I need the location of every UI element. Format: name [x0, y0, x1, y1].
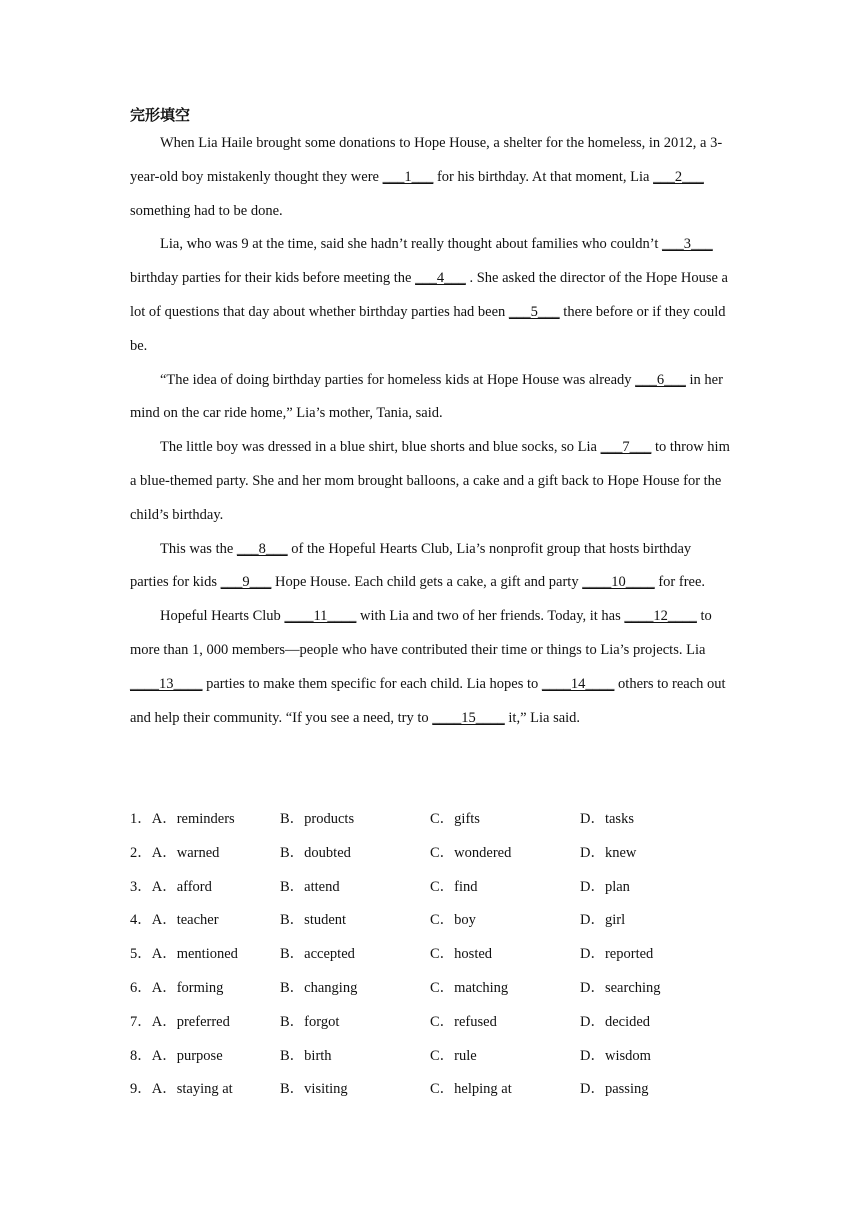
passage-text: “The idea of doing birthday parties for homeless kids at Hope House was already: [160, 371, 636, 388]
passage-text: for free.: [654, 574, 706, 591]
passage-paragraph: [130, 127, 730, 228]
answer-blank: ____12____: [624, 608, 697, 625]
passage-text: Hope House. Each child gets a cake, a gift and party: [271, 574, 583, 591]
answer-blank: ___6___: [635, 371, 686, 388]
question-row: [130, 871, 770, 905]
option-d: D．tasks: [580, 811, 634, 827]
cloze-passage: [130, 127, 730, 735]
option-a: 9．A．staying at: [130, 1081, 233, 1098]
passage-text: The little boy was dressed in a blue shirt, blue shorts and blue socks, so Lia: [160, 439, 601, 456]
passage-text: others to reach out and help their community. “If you see a need, try to: [130, 675, 726, 726]
option-d: D．passing: [580, 1081, 649, 1098]
passage-text: . She asked the director of the Hope House a lot of questions that day about whether birthday parties had been: [130, 270, 728, 320]
option-d: D．plan: [580, 878, 630, 895]
question-row: [130, 837, 770, 871]
question-row: [130, 938, 770, 972]
passage-paragraph: [130, 228, 730, 363]
answer-blank: ___3___: [662, 236, 713, 253]
answer-blank: ____14____: [541, 675, 615, 692]
question-row: [130, 1073, 770, 1107]
answer-blank: ___7___: [600, 439, 652, 456]
question-row: [130, 1040, 770, 1074]
option-d: D．decided: [580, 1013, 651, 1030]
option-c: C．boy: [430, 912, 476, 929]
option-a: 5．A．mentioned: [130, 946, 238, 963]
passage-text: with Lia and two of her friends. Today, it has: [356, 608, 625, 625]
option-b: B．attend: [280, 878, 340, 895]
passage-text: to throw him a blue-themed party. She and her mom brought balloons, a cake and a gift back to Hope House for the child’s birthday.: [130, 439, 730, 523]
answer-blank: ___9___: [220, 574, 272, 591]
option-c: C．refused: [430, 1013, 497, 1030]
section-heading: 完形填空: [130, 106, 191, 124]
option-c: C．wondered: [430, 844, 512, 861]
passage-text: for his birthday. At that moment, Lia: [433, 168, 654, 185]
option-a: 2．A．warned: [130, 844, 220, 861]
answer-blank: ___5___: [508, 303, 560, 320]
answer-blank: ___2___: [653, 168, 704, 185]
question-row: [130, 803, 770, 837]
option-b: B．changing: [280, 979, 358, 996]
option-c: C．hosted: [430, 946, 493, 963]
option-b: B．student: [280, 912, 347, 929]
option-d: D．girl: [580, 912, 626, 929]
option-c: C．gifts: [430, 811, 480, 827]
question-list: [130, 803, 770, 1107]
option-d: D．reported: [580, 946, 654, 963]
option-a: 4．A．teacher: [130, 912, 219, 929]
option-b: B．products: [280, 811, 355, 827]
option-b: B．doubted: [280, 844, 351, 861]
answer-blank: ___8___: [236, 540, 288, 557]
passage-text: there before or if they could be.: [130, 303, 726, 354]
option-c: C．matching: [430, 979, 509, 996]
option-c: C．find: [430, 878, 478, 895]
question-row: [130, 1006, 770, 1040]
option-d: D．searching: [580, 979, 661, 996]
answer-blank: ____11____: [284, 608, 357, 625]
passage-paragraph: [130, 600, 730, 735]
option-d: D．knew: [580, 844, 637, 861]
option-c: C．rule: [430, 1047, 477, 1064]
question-row: [130, 972, 770, 1006]
passage-text: This was the: [160, 540, 237, 557]
passage-text: When Lia Haile brought some donations to Hope House, a shelter for the homeless, in 2012, a 3-year-old boy mistakenly thought they were: [130, 135, 723, 185]
answer-blank: ____15____: [432, 709, 505, 726]
passage-paragraph: [130, 364, 730, 432]
option-a: 1．A．reminders: [130, 811, 235, 827]
option-c: C．helping at: [430, 1081, 512, 1098]
question-row: [130, 904, 770, 938]
passage-text: Lia, who was 9 at the time, said she hadn’t really thought about families who couldn’t: [160, 236, 663, 253]
passage-text: to more than 1, 000 members—people who have contributed their time or things to Lia’s projects. Lia: [130, 608, 712, 658]
passage-text: of the Hopeful Hearts Club, Lia’s nonprofit group that hosts birthday parties for kids: [130, 540, 692, 591]
option-a: 7．A．preferred: [130, 1013, 230, 1030]
option-b: B．birth: [280, 1047, 332, 1064]
passage-text: in her mind on the car ride home,” Lia’s mother, Tania, said.: [130, 371, 723, 422]
option-b: B．visiting: [280, 1081, 348, 1098]
option-a: 6．A．forming: [130, 979, 224, 996]
answer-blank: ___4___: [415, 270, 466, 287]
option-d: D．wisdom: [580, 1047, 651, 1064]
passage-text: birthday parties for their kids before meeting the: [130, 270, 416, 287]
option-a: 3．A．afford: [130, 878, 212, 895]
option-b: B．forgot: [280, 1013, 340, 1030]
answer-blank: ____13____: [130, 675, 203, 692]
option-a: 8．A．purpose: [130, 1047, 223, 1064]
passage-text: Hopeful Hearts Club: [160, 608, 285, 625]
passage-text: something had to be done.: [130, 202, 283, 219]
passage-paragraph: [130, 431, 730, 532]
option-b: B．accepted: [280, 946, 355, 963]
passage-text: it,” Lia said.: [504, 709, 581, 726]
answer-blank: ___1___: [382, 168, 434, 185]
passage-paragraph: [130, 533, 730, 601]
answer-blank: ____10____: [582, 574, 655, 591]
passage-text: parties to make them specific for each child. Lia hopes to: [202, 675, 542, 692]
